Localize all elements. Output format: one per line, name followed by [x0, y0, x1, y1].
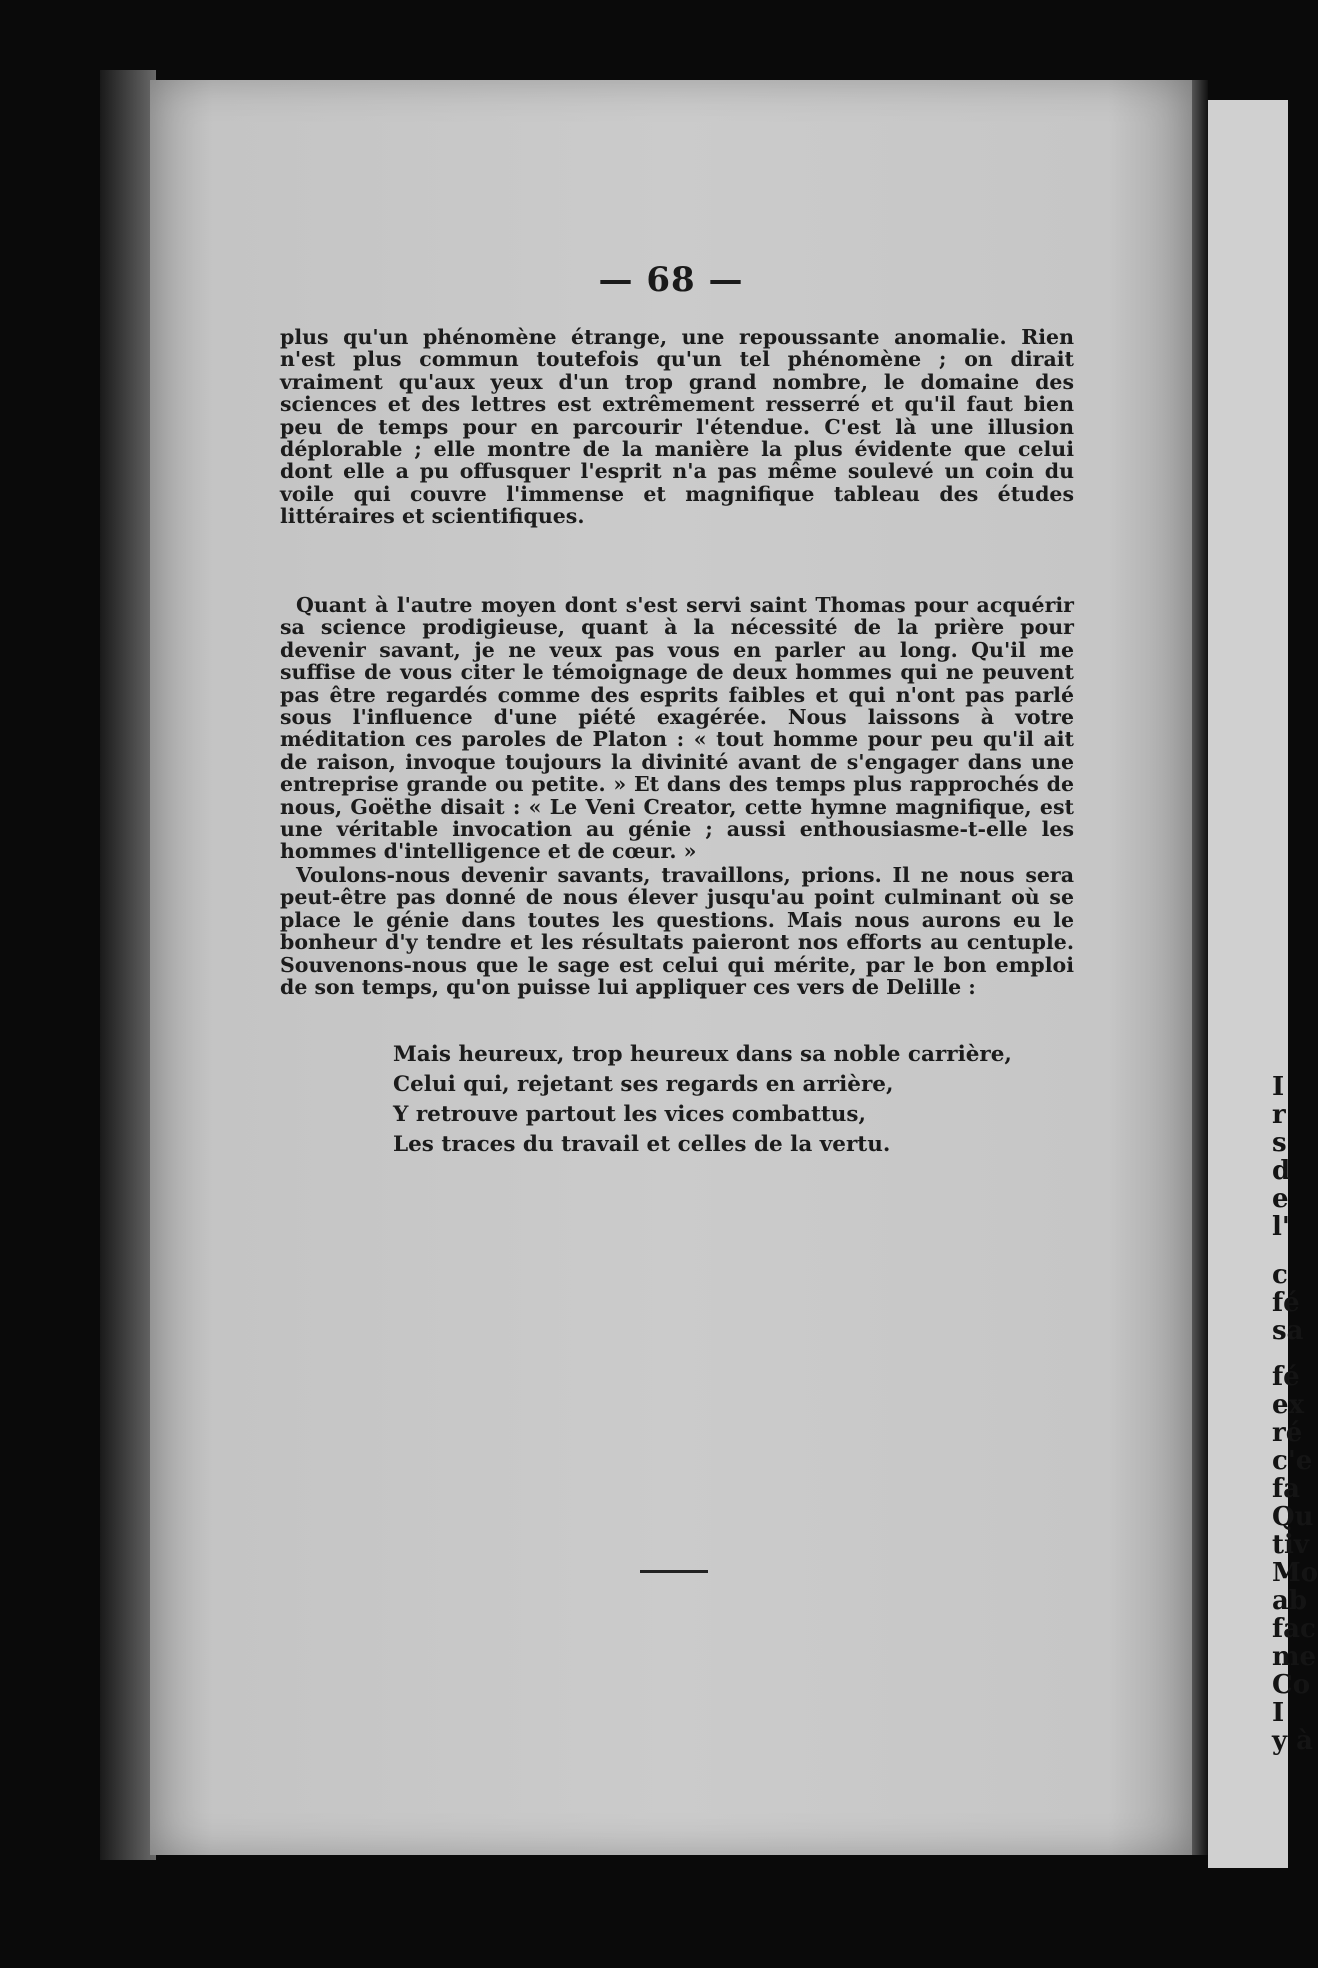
adjacent-fragment: I — [1272, 1072, 1285, 1102]
adjacent-page-edge — [1208, 100, 1318, 1868]
adjacent-fragment: fé — [1272, 1362, 1300, 1392]
adjacent-fragment: l' — [1272, 1212, 1290, 1242]
poem-line-4: Les traces du travail et celles de la vertu. — [393, 1132, 891, 1157]
poem-line-2: Celui qui, rejetant ses regards en arrière, — [393, 1072, 894, 1097]
poem-line-1: Mais heureux, trop heureux dans sa noble carrière, — [393, 1042, 1012, 1067]
poem-line-3: Y retrouve partout les vices combattus, — [393, 1102, 867, 1127]
adjacent-fragment: ré — [1272, 1418, 1303, 1448]
adjacent-fragment: Co — [1272, 1670, 1311, 1700]
adjacent-fragment: me — [1272, 1642, 1317, 1672]
adjacent-fragment: d — [1272, 1156, 1291, 1186]
adjacent-fragment: e — [1272, 1184, 1289, 1214]
adjacent-fragment: s — [1272, 1128, 1287, 1158]
paragraph-3: Voulons-nous devenir savants, travaillons, prions. Il ne nous sera peut-être pas donné de nous élever jusqu'au point culminant où se place le génie dans toutes les questions. Mais nous aurons eu le bonheur d'y tendre et les résultats paieront nos efforts au centuple. Souvenons-nous que le sage est celui qui mérite, par le bon emploi de son temps, qu'on puisse lui appliquer ces vers de Delille : — [280, 863, 1074, 1000]
page-gutter-shadow — [1192, 80, 1208, 1855]
paragraph-2: Quant à l'autre moyen dont s'est servi saint Thomas pour acquérir sa science prodigieuse, quant à la nécessité de la prière pour devenir savant, je ne veux pas vous en parler au long. Qu'il me suffise de vous citer le témoignage de deux hommes qui ne peuvent pas être regardés comme des esprits faibles et qui n'ont pas parlé sous l'influence d'une piété exagérée. Nous laissons à votre méditation ces paroles de Platon : « tout homme pour peu qu'il ait de raison, invoque toujours la divinité avant de s'engager dans une entreprise grande ou petite. » Et dans des temps plus rapprochés de nous, Goëthe disait : « Le Veni Creator, cette hymne magnifique, est une véritable invocation au génie ; aussi enthousiasme-t-elle les hommes d'intelligence et de cœur. » — [280, 593, 1074, 864]
poem-stanza — [393, 1040, 1012, 1160]
book-spine — [100, 70, 156, 1860]
book-page — [150, 80, 1192, 1855]
adjacent-fragment: c'e — [1272, 1446, 1313, 1476]
adjacent-fragment: Mo — [1272, 1558, 1318, 1588]
adjacent-fragment: I — [1272, 1698, 1285, 1728]
adjacent-fragment: ex — [1272, 1390, 1305, 1420]
page-number: — 68 — — [598, 260, 744, 300]
adjacent-fragment: fa — [1272, 1474, 1301, 1504]
end-of-section-rule — [640, 1570, 708, 1573]
adjacent-fragment: ab — [1272, 1586, 1308, 1616]
adjacent-fragment: sa — [1272, 1316, 1304, 1346]
adjacent-fragment: tiv — [1272, 1530, 1309, 1560]
adjacent-fragment: Qu — [1272, 1502, 1314, 1532]
adjacent-fragment: fé — [1272, 1288, 1300, 1318]
adjacent-fragment: fac — [1272, 1614, 1316, 1644]
adjacent-fragment: y à — [1272, 1726, 1314, 1756]
adjacent-fragment: r — [1272, 1100, 1286, 1130]
adjacent-fragment: c — [1272, 1260, 1288, 1290]
paragraph-1: plus qu'un phénomène étrange, une repoussante anomalie. Rien n'est plus commun toutefois qu'un tel phénomène ; on dirait vraiment qu'aux yeux d'un trop grand nombre, le domaine des sciences et des lettres est extrêmement resserré et qu'il faut bien peu de temps pour en parcourir l'étendue. C'est là une illusion déplorable ; elle montre de la manière la plus évidente que celui dont elle a pu offusquer l'esprit n'a pas même soulevé un coin du voile qui couvre l'immense et magnifique tableau des études littéraires et scientifiques. — [280, 325, 1074, 529]
